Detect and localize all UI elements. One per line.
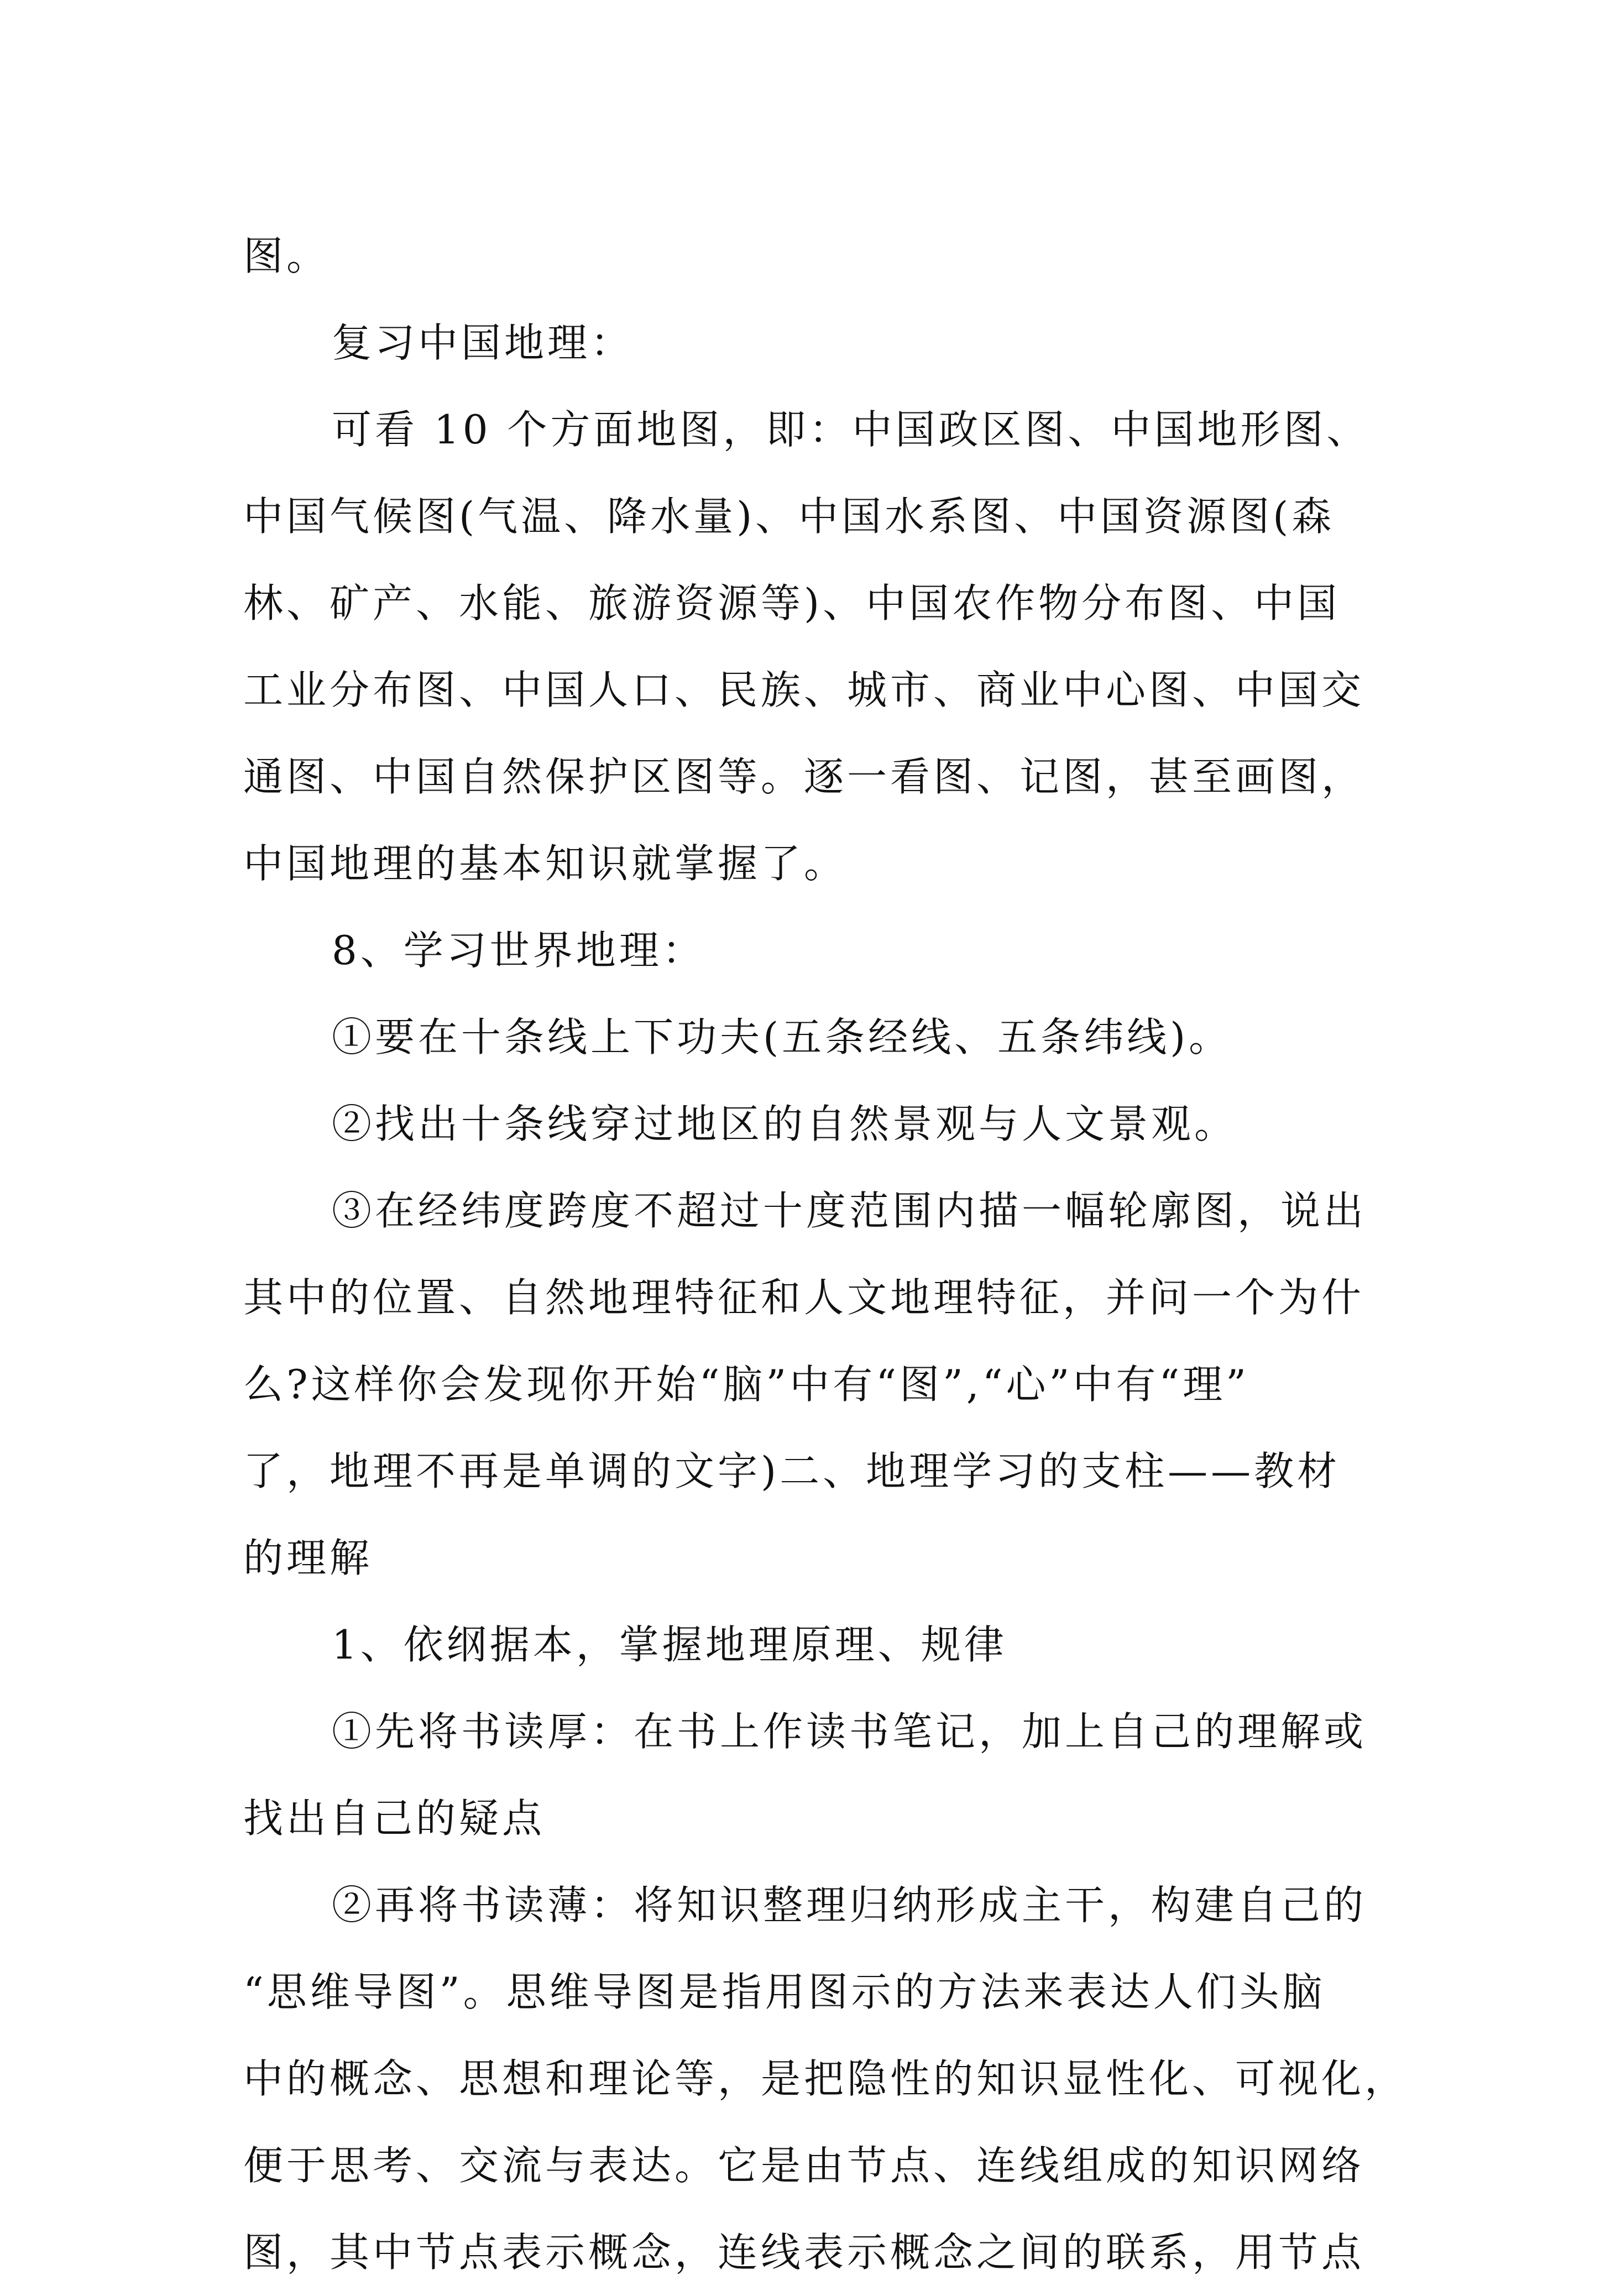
text-line: 的理解 xyxy=(243,1535,373,1581)
text-line: 通图、中国自然保护区图等。逐一看图、记图，甚至画图， xyxy=(243,754,1365,800)
text-line: 中国地理的基本知识就掌握了。 xyxy=(243,840,848,887)
text-line: ①要在十条线上下功夫(五条经线、五条纬线)。 xyxy=(332,1014,1232,1060)
text-line: 中的概念、思想和理论等，是把隐性的知识显性化、可视化， xyxy=(243,2056,1408,2102)
text-line: 林、矿产、水能、旅游资源等)、中国农作物分布图、中国 xyxy=(243,580,1341,626)
text-line: 图。 xyxy=(243,233,330,279)
text-line: 8、学习世界地理： xyxy=(332,927,705,974)
body-text xyxy=(243,213,1408,2296)
text-line: 么?这样你会发现你开始“脑”中有“图”,“心”中有“理” xyxy=(243,1361,1249,1408)
text-line: 中国气候图(气温、降水量)、中国水系图、中国资源图(森 xyxy=(243,493,1335,540)
text-line: ③在经纬度跨度不超过十度范围内描一幅轮廓图，说出 xyxy=(332,1188,1367,1234)
text-line: ②再将书读薄：将知识整理归纳形成主干，构建自己的 xyxy=(332,1882,1367,1928)
text-line: 可看 10 个方面地图，即：中国政区图、中国地形图、 xyxy=(332,406,1370,453)
text-line: 图，其中节点表示概念，连线表示概念之间的联系，用节点 xyxy=(243,2229,1365,2276)
text-line: 其中的位置、自然地理特征和人文地理特征，并问一个为什 xyxy=(243,1274,1365,1321)
text-line: 找出自己的疑点 xyxy=(243,1795,546,1842)
text-line: 便于思考、交流与表达。它是由节点、连线组成的知识网络 xyxy=(243,2142,1365,2189)
text-line: 复习中国地理： xyxy=(332,320,634,366)
text-line: 1、依纲据本，掌握地理原理、规律 xyxy=(332,1622,1007,1668)
text-line: 了，地理不再是单调的文字)二、地理学习的支柱——教材 xyxy=(243,1448,1341,1494)
text-line: ①先将书读厚：在书上作读书笔记，加上自己的理解或 xyxy=(332,1708,1367,1755)
text-line: 工业分布图、中国人口、民族、城市、商业中心图、中国交 xyxy=(243,667,1365,713)
text-line: “思维导图”。思维导图是指用图示的方法来表达人们头脑 xyxy=(243,1969,1326,2015)
text-line: ②找出十条线穿过地区的自然景观与人文景观。 xyxy=(332,1101,1238,1147)
